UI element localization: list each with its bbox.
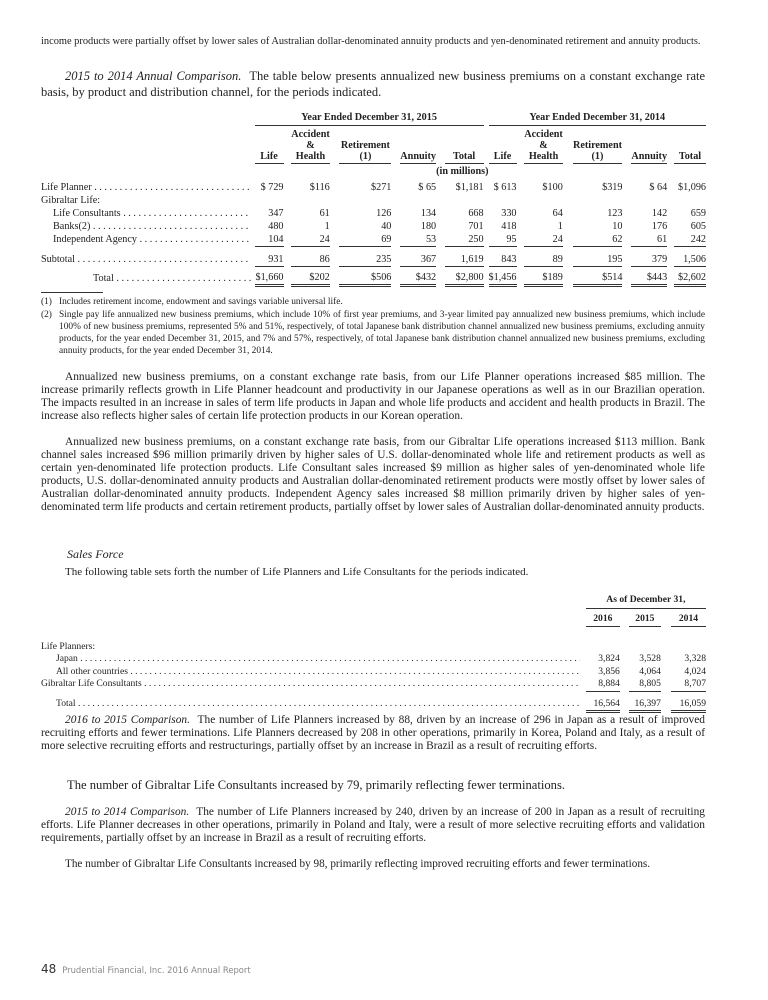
table-row (41, 678, 706, 691)
cell-value: 379 (631, 247, 667, 267)
cell-value: 843 (489, 247, 517, 267)
premiums-table (41, 112, 706, 287)
row-label: Banks(2) . . . (53, 221, 251, 232)
column-header: Total (445, 126, 484, 164)
cell-value: $202 (291, 267, 329, 286)
row-label: Life Consultants . . . (53, 208, 251, 219)
cell-value: 330 (501, 208, 517, 219)
table-row (41, 194, 706, 207)
cell-value: 61 (631, 233, 667, 247)
table-row (41, 666, 706, 679)
row-label: Total . . . (93, 273, 251, 284)
cell-value: 89 (524, 247, 562, 267)
footnote-2: (2) Single pay life annualized new business premiums, which include 10% of first year premiums, and 3-year limited pay annualized new business premiums, which include 100% of new business premiums, represented 5% and 51%, respectively, of total Japanese bank distribution channel annualized new business premiums, excluding annuity products, for the year ended December 31, 2015, and 7% and 57%, respectively, of total Japanese bank distribution channel annualized new business premiums, excluding annuity products, for the year ended December 31, 2014. (41, 310, 705, 356)
report-title: Prudential Financial, Inc. 2016 Annual Report (62, 965, 251, 975)
cell-value (573, 194, 623, 207)
column-header: Accident & Health (524, 126, 562, 164)
row-label: Independent Agency . . . (53, 234, 251, 245)
cell-value: 62 (573, 233, 623, 247)
annual-comparison-lead: 2015 to 2014 Annual Comparison. (65, 69, 242, 83)
cell-value: $271 (371, 182, 392, 193)
page-number: 48 (41, 962, 57, 976)
cell-value: 701 (468, 221, 484, 232)
row-label: Life Planners: (41, 640, 96, 652)
cell-value (674, 194, 706, 207)
cell-value: $2,800 (445, 267, 484, 286)
cell-value: $189 (524, 267, 562, 286)
cell-value: 8,884 (586, 678, 620, 691)
cell-value: 142 (651, 208, 668, 219)
cell-value: $1,660 (255, 267, 284, 286)
table-row (41, 627, 706, 654)
year-header: 2014 (671, 609, 706, 627)
cell-value (400, 194, 436, 207)
cell-value: $1,181 (455, 182, 484, 193)
units-label: (in millions) (436, 166, 489, 177)
consultants-2016-paragraph: The number of Gibraltar Life Consultants increased by 79, primarily reflecting fewer terminations. (67, 778, 565, 792)
group-header-2015: Year Ended December 31, 2015 (255, 112, 484, 126)
cell-value: 367 (400, 247, 436, 267)
row-label: Subtotal . . . (41, 254, 251, 265)
sales-force-intro: The following table sets forth the number of Life Planners and Life Consultants for the periods indicated. (65, 566, 529, 578)
cell-value (629, 627, 661, 654)
cell-value: 4,064 (639, 665, 661, 677)
row-label: All other countries . . . (56, 666, 580, 677)
gibraltar-paragraph: Annualized new business premiums, on a constant exchange rate basis, from our Gibraltar Life operations increased $113 million. Bank channel sales increased $96 million primarily driven by higher sales of U.S. dollar-denominated whole life and retirement products as well as certain yen-denominated life protection products. Life Consultant sales increased $9 million as higher sales of yen-denominated whole life products, U.S. dollar-denominated annuity products and Australian dollar-denominated retirement products were mostly offset by lower sales of Australian dollar-denominated annuity products. Independent Agency sales increased $8 million primarily driven by higher sales of yen-denominated term life products and certain retirement products, partially offset by lower sales of Australian dollar-denominated annuity products. (41, 436, 705, 513)
consultants-2015-paragraph: The number of Gibraltar Life Consultants increased by 98, primarily reflecting improved recruiting efforts and fewer terminations. (65, 858, 651, 870)
cell-value: 134 (420, 208, 437, 219)
cell-value: 64 (552, 208, 563, 219)
sales-force-heading: Sales Force (67, 547, 124, 561)
intro-fragment: income products were partially offset by lower sales of Australian dollar-denominated annuity products and yen-denominated retirement and annuity products. (41, 36, 701, 47)
as-of-header: As of December 31, (586, 594, 706, 609)
table-row (41, 207, 706, 220)
cell-value: 931 (255, 247, 284, 267)
comparison-2016-paragraph: 2016 to 2015 Comparison. The number of Life Planners increased by 88, driven by an increase of 296 in Japan as a result of improved recruiting efforts and fewer terminations. Life Planners decreased by 208 in other operations, primarily in Korea, Poland and Italy, as a result of more selective recruiting efforts and restructurings, partially offset by an increase in Brazil as a result of recruiting efforts. (41, 714, 705, 752)
annual-comparison-text: The table below presents annualized new business premiums on a constant exchange rate basis, by product and distribution channel, for the periods indicated. (41, 69, 706, 99)
cell-value: 418 (501, 221, 517, 232)
cell-value: $ 729 (260, 182, 284, 193)
cell-value (631, 194, 667, 207)
table-row (41, 220, 706, 233)
row-label: Total . . . (56, 698, 580, 709)
cell-value (489, 194, 517, 207)
cell-value: 659 (690, 208, 706, 219)
cell-value: 24 (524, 233, 562, 247)
comparison-2015-paragraph: 2015 to 2014 Comparison. The number of Life Planners increased by 240, driven by an increase of 200 in Japan as a result of recruiting efforts. Life Planner decreases in other operations, primarily in Poland and Italy, were a result of more selective recruiting efforts and validation requirements, partially offset by an increase in Brazil as a result of recruiting efforts. (41, 806, 705, 844)
table-row (41, 247, 706, 267)
cell-value (291, 194, 329, 207)
cell-value: 1 (324, 221, 330, 232)
cell-value: 40 (381, 221, 392, 232)
cell-value (255, 194, 284, 207)
column-header: Retirement (1) (573, 126, 623, 164)
cell-value: 95 (489, 233, 517, 247)
cell-value: 69 (339, 233, 391, 247)
cell-value: 16,397 (629, 691, 661, 712)
table-row (41, 653, 706, 666)
cell-value: 3,824 (598, 653, 620, 664)
cell-value (586, 627, 620, 654)
cell-value: $1,456 (489, 267, 517, 286)
cell-value: 16,564 (586, 691, 620, 712)
sales-force-table (41, 594, 706, 713)
cell-value (671, 627, 706, 654)
cell-value: 104 (255, 233, 284, 247)
cell-value: 126 (376, 208, 392, 219)
cell-value: 53 (400, 233, 436, 247)
group-header-2014: Year Ended December 31, 2014 (489, 112, 707, 126)
cell-value: 86 (291, 247, 329, 267)
table-row (41, 177, 706, 194)
table-row (41, 233, 706, 247)
column-header: Life (255, 126, 284, 164)
cell-value: 195 (573, 247, 623, 267)
cell-value: 61 (319, 208, 330, 219)
cell-value: 8,707 (671, 678, 706, 691)
column-header: Retirement (1) (339, 126, 391, 164)
cell-value: $116 (309, 182, 330, 193)
cell-value: $514 (573, 267, 623, 286)
cell-value: 1,619 (445, 247, 484, 267)
cell-value: 1 (557, 221, 563, 232)
cell-value (445, 194, 484, 207)
cell-value: 10 (612, 221, 623, 232)
footnote-1: (1) Includes retirement income, endowment and savings variable universal life. (41, 297, 343, 307)
cell-value: 235 (339, 247, 391, 267)
cell-value (339, 194, 391, 207)
year-header: 2015 (629, 609, 661, 627)
column-header: Annuity (631, 126, 667, 164)
column-header: Accident & Health (291, 126, 329, 164)
cell-value (524, 194, 562, 207)
cell-value: $506 (339, 267, 391, 286)
column-header: Total (674, 126, 706, 164)
cell-value: $ 613 (493, 182, 517, 193)
cell-value: $432 (400, 267, 436, 286)
cell-value: 16,059 (671, 691, 706, 712)
cell-value: 176 (651, 221, 668, 232)
year-header: 2016 (586, 609, 620, 627)
column-header: Annuity (400, 126, 436, 164)
cell-value: 8,805 (629, 678, 661, 691)
cell-value: $319 (602, 182, 623, 193)
footnotes (41, 296, 705, 357)
cell-value: $ 65 (418, 182, 437, 193)
annual-comparison-intro (41, 69, 705, 100)
row-label: Japan . . . (56, 653, 580, 664)
cell-value: 180 (420, 221, 437, 232)
cell-value: 605 (690, 221, 706, 232)
cell-value: 24 (291, 233, 329, 247)
page-footer (41, 958, 251, 977)
cell-value: 3,528 (639, 653, 661, 664)
table-row (41, 267, 706, 286)
table-row (41, 691, 706, 712)
cell-value: 3,856 (598, 665, 620, 677)
cell-value: 242 (674, 233, 706, 247)
row-label: Life Planner . . . (41, 182, 251, 193)
cell-value: $443 (631, 267, 667, 286)
cell-value: $2,602 (674, 267, 706, 286)
cell-value: 250 (445, 233, 484, 247)
cell-value: $100 (542, 182, 563, 193)
cell-value: 4,024 (684, 665, 706, 677)
life-planner-paragraph: Annualized new business premiums, on a constant exchange rate basis, from our Life Planner operations increased $85 million. The increase primarily reflects growth in Life Planner headcount and productivity in our Japanese operations as well as in our Brazilian operation. The impacts resulted in an increase in sales of term life products in Japan and whole life products and accident and health products in Brazil. The increase also reflects higher sales of certain life protection products in our Korean operation. (41, 371, 705, 422)
cell-value: 123 (607, 208, 623, 219)
cell-value: $ 64 (649, 182, 668, 193)
footnote-rule (41, 292, 103, 293)
cell-value: 347 (268, 208, 284, 219)
cell-value: 3,328 (684, 653, 706, 664)
cell-value: $1,096 (677, 182, 706, 193)
row-label: Gibraltar Life Consultants . . . (41, 678, 580, 689)
cell-value: 668 (468, 208, 484, 219)
column-header: Life (489, 126, 517, 164)
cell-value: 480 (268, 221, 284, 232)
cell-value: 1,506 (674, 247, 706, 267)
row-label: Gibraltar Life: (41, 195, 101, 206)
